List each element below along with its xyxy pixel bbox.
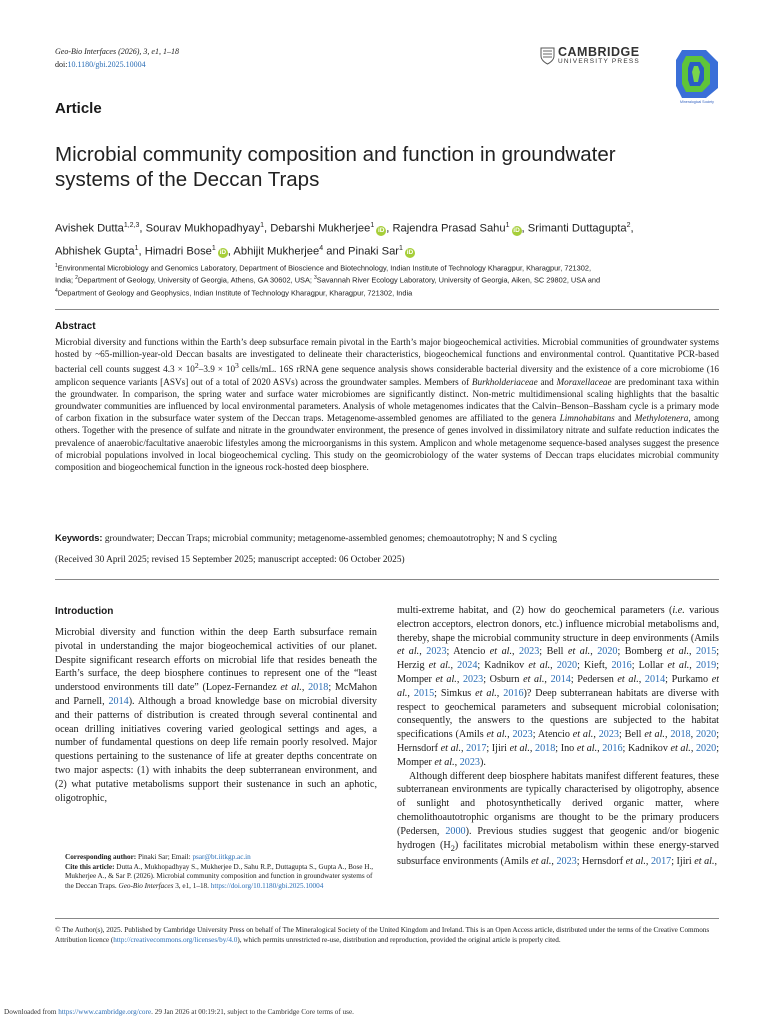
- citation-link[interactable]: 2019: [695, 660, 717, 672]
- corr-label: Corresponding author:: [65, 853, 137, 861]
- affiliation-marker: 2: [75, 275, 78, 282]
- text-run: ; Lollar: [631, 660, 668, 672]
- affiliation-text: Savannah River Ecology Laboratory, University of Georgia, Aiken, SC 29802, USA and: [316, 275, 601, 285]
- affiliation-line: [55, 261, 720, 273]
- text-run: Microbial diversity and function within the deep Earth subsurface remain pivotal in understanding the major biogeochemical activities of our planet. Despite significant research efforts on microbial life that resides beneath the Earth’s surface, the deep biosphere continues to represent one of the “least understood environments till date” (Lopez-Fernandez: [55, 627, 377, 694]
- text-run: ; Ijiri: [671, 856, 695, 868]
- doi-link[interactable]: 10.1180/gbi.2025.10004: [67, 60, 146, 69]
- author-affil-marker: 1: [260, 222, 264, 229]
- abstract-text: [55, 336, 719, 473]
- cite-journal: Geo-Bio Interfaces: [118, 881, 174, 890]
- affiliation-marker: 1: [55, 263, 58, 269]
- taxon-name: Methylotenera: [634, 413, 689, 424]
- citation-link[interactable]: 2016: [602, 742, 623, 754]
- text-run: et al.: [667, 660, 690, 672]
- text-run: et al.: [617, 673, 639, 685]
- author-affil-marker: 1: [134, 244, 139, 252]
- affiliation-text: Department of Geology, University of Georgia, Athens, GA 30602, USA;: [77, 275, 314, 285]
- affiliation-line: [55, 273, 720, 285]
- affiliation-line: [55, 286, 720, 298]
- citation-link[interactable]: 2017: [650, 856, 672, 868]
- cite-label: Cite this article:: [65, 862, 115, 871]
- citation-link[interactable]: 2023: [462, 673, 484, 685]
- author-affil-marker: 1: [370, 222, 375, 229]
- keywords-text: groundwater; Deccan Traps; microbial community; metagenome-assembled genomes; chemoautotrophy; N and S cycling: [102, 534, 557, 544]
- text-run: ; Pedersen: [570, 673, 618, 685]
- author-name[interactable]: Sourav Mukhopadhyay: [145, 222, 261, 235]
- citation-link[interactable]: 2020: [556, 660, 578, 672]
- text-run: ; Ino: [555, 742, 577, 754]
- cite-text: Dutta A., Mukhopadhyay S., Mukherjee D., Sahu R.P., Duttagupta S., Gupta A., Bose H., Mukherjee A., & Sar P. (2026). Microbial community composition and function in groundwater systems of the Deccan Traps.: [65, 862, 374, 890]
- citation-link[interactable]: 2023: [519, 646, 540, 658]
- publisher-line2: UNIVERSITY PRESS: [558, 58, 640, 65]
- author-affil-marker: 1: [399, 244, 403, 252]
- text-run: et al.: [475, 687, 497, 699]
- author-list: [55, 216, 735, 261]
- cite-url-link[interactable]: https://doi.org/10.1180/gbi.2025.10004: [210, 881, 324, 890]
- title-line-2: systems of the Deccan Traps: [55, 168, 320, 191]
- intro-paragraph: Although different deep biosphere habitats manifest different features, these subterranean environments are typically characterised by oligotrophy, absence of sunlight and photosynthetically derived organic matter, where chemolithoautotrophic organisms are thought to be the primary producers (Pedersen, 2000). Previous studies suggest that geogenic and/or biogenic hydrogen $(H_2)$ facilitates microbial metabolism within these energy-starved subsurface environments (Amils et al., 2023; Hernsdorf et al., 2017; Ijiri et al.,: [397, 770, 719, 868]
- cambridge-shield-icon: [540, 47, 555, 65]
- citation-link[interactable]: 2023: [459, 756, 480, 768]
- author-name[interactable]: Himadri Bose: [144, 245, 212, 258]
- text-run: ; Ijiri: [486, 742, 510, 754]
- text-run: et al.: [486, 729, 508, 741]
- affiliation-marker: 3: [314, 275, 317, 282]
- correspondence-block: [65, 853, 379, 891]
- text-run: et al.: [666, 646, 689, 658]
- text-run: ; Kieft,: [577, 660, 612, 672]
- citation-link[interactable]: 2023: [512, 729, 533, 741]
- citation-link[interactable]: 2020: [695, 742, 717, 754]
- text-run: et al.: [644, 729, 665, 741]
- text-run: ; Bell: [618, 729, 645, 741]
- citation-link[interactable]: 2016: [611, 660, 632, 672]
- abstract-part: cells/mL. 16S rRNA gene sequence analysis shows considerable bacterial diversity and the existence of a core microbiome (16 amplicon sequence variants [ASVs] out of a total of 2020 ASVs) across the groundwater samples. Members of: [55, 364, 720, 387]
- text-run: ) facilitates microbial metabolism within these energy-starved subsurface environments (Amils: [397, 839, 719, 868]
- author-name[interactable]: Avishek Dutta: [55, 222, 124, 235]
- keywords-label: Keywords:: [55, 533, 103, 543]
- citation-link[interactable]: 2014: [644, 673, 666, 685]
- text-run: et al.: [694, 856, 715, 868]
- keywords: [55, 532, 719, 545]
- author-name[interactable]: Abhijit Mukherjee: [233, 245, 320, 258]
- author-name[interactable]: Debarshi Mukherjee: [270, 222, 371, 235]
- text-run: et al.: [670, 742, 691, 754]
- journal-line: Geo-Bio Interfaces (2026), 3, e1, 1–18: [55, 47, 179, 56]
- abstract-part: and: [614, 413, 635, 424]
- mineralogical-society-logo: [672, 46, 722, 108]
- text-run: ; Bell: [539, 646, 568, 658]
- citation-link[interactable]: 2020: [597, 646, 618, 658]
- abstract-part: are predominant taxa within the groundwater. In comparison, the spring water and surface water microbiomes are significantly distinct. Non-metric multidimensional scaling highlights that the basaltic groundwater communities are influenced by local environmental parameters. Analysis of whole metagenomes indicates that the Calvin–Benson–Bassham cycle is a primary mode of carbon fixation in the subsurface water system of the Deccan traps. Metagenome-assembled genomes are affiliated to the genera: [55, 376, 720, 424]
- abstract-exponent: 3: [235, 361, 239, 371]
- author-affil-marker: 1: [505, 222, 510, 229]
- author-name[interactable]: Pinaki Sar: [348, 245, 400, 258]
- text-run: et al.: [572, 729, 594, 741]
- text-run: et al.: [440, 742, 461, 754]
- citation-link[interactable]: 2018: [670, 729, 691, 741]
- subscript: 2: [450, 842, 455, 853]
- page-title: [55, 142, 735, 192]
- corr-name: Pinaki Sar; Email:: [136, 853, 193, 861]
- divider: [55, 579, 719, 580]
- text-run: ; Hernsdorf: [576, 856, 626, 868]
- divider: [55, 309, 719, 310]
- text-run: ; Simkus: [434, 687, 476, 699]
- society-name: Mineralogical Society: [680, 100, 714, 104]
- text-run: et al.: [435, 673, 457, 685]
- text-run: et al.: [528, 660, 551, 672]
- text-run: )? Deep subterranean habitats are diverse with respect to geochemical parameters and subsequent microbial colonisation; consequently, the answers to the questions are subjected to the habitat specifications (Amils: [397, 687, 719, 741]
- doi-line: [55, 60, 146, 70]
- author-affil-marker: 2: [626, 222, 631, 229]
- license-link[interactable]: http://creativecommons.org/licenses/by/4.0: [113, 936, 238, 945]
- doi-prefix: doi:: [55, 60, 68, 69]
- abstract-heading: Abstract: [55, 321, 96, 332]
- text-run: ).: [479, 756, 486, 768]
- text-run: et al.: [509, 742, 530, 754]
- corresponding-author: [65, 853, 379, 863]
- author-affil-marker: 4: [319, 244, 324, 252]
- author-line-2: Abhishek Gupta$^1$, Himadri Bose$^1$iD , Abhijit Mukherjee$^4$ and Pinaki Sar$^1$iD: [55, 244, 414, 258]
- text-run: et al.: [428, 660, 451, 672]
- text-run: et al.: [625, 856, 646, 868]
- intro-right-column: [397, 604, 719, 902]
- text-run: ,: [714, 856, 718, 868]
- text-run: ; Hernsdorf: [397, 729, 719, 754]
- text-run: i.e.: [672, 605, 685, 616]
- text-run: et al.: [531, 856, 552, 868]
- cite-this-article: [65, 863, 379, 892]
- text-run: et al.: [434, 756, 455, 768]
- text-run: et al.: [576, 742, 598, 754]
- text-run: multi-extreme habitat, and (2) how do geochemical parameters (: [397, 605, 673, 616]
- footer-text: . 29 Jan 2026 at 00:19:21, subject to the Cambridge Core terms of use.: [151, 1008, 354, 1016]
- orcid-icon[interactable]: iD: [219, 249, 227, 257]
- author-name[interactable]: Abhishek Gupta: [55, 245, 135, 258]
- citation-link[interactable]: 2016: [503, 687, 524, 699]
- text-run: et al.: [567, 646, 591, 658]
- divider: [55, 918, 719, 919]
- text-run: ). Previous studies suggest that geogenic and/or biogenic hydrogen (H: [397, 825, 719, 851]
- citation-link[interactable]: 2020: [695, 729, 717, 741]
- text-run: ; Momper: [397, 742, 719, 768]
- text-run: et al.: [397, 646, 420, 658]
- text-run: ; Kadnikov: [622, 742, 671, 754]
- text-run: ; Purkamo: [665, 673, 712, 685]
- orcid-icon[interactable]: iD: [513, 226, 520, 234]
- abstract-part: and: [537, 376, 557, 387]
- affiliation-text: Department of Geology and Geophysics, Indian Institute of Technology Kharagpur, Kharagpur, 721302, India: [57, 288, 413, 298]
- footer-link[interactable]: https://www.cambridge.org/core: [58, 1008, 152, 1016]
- affiliation-marker: 4: [55, 287, 58, 294]
- orcid-icon[interactable]: iD: [406, 249, 414, 257]
- text-run: et al.: [523, 673, 545, 685]
- text-run: Although different deep biosphere habitats manifest different features, these subterranean environments are typically characterised by oligotrophy, absence of sunlight and photosynthetically derived organic matter, where chemolithoautotrophic organisms are thought to be the primary producers (Pedersen,: [397, 770, 719, 837]
- citation-link[interactable]: 2018: [535, 742, 556, 754]
- text-run: ). Although a broad knowledge base on microbial diversity and their patterns of distribution is created through several continental and ocean drilling initiatives covering varied geological settings and ages, a number of fundamental questions on deep life remain poorly resolved. Major questions pertaining to the sustenance of life at greater depths concentrate on two major aspects: (1) with inhabits the deep subterranean environment, and (2) what putative metabolisms support their sustenance in such an aphotic, oligotrophic,: [55, 695, 377, 804]
- abstract-exponent: 2: [194, 361, 199, 371]
- author-affil-marker: 1,2,3: [123, 222, 140, 229]
- citation-link[interactable]: 2018: [308, 682, 329, 694]
- author-line-1: Avishek Dutta$^{1,2,3}$, Sourav Mukhopadhyay$^1$, Debarshi Mukherjee$^1$iD , Rajendra Prasad Sahu$^1$iD , Srimanti Duttagupta$^2$,: [55, 222, 634, 235]
- author-name[interactable]: Rajendra Prasad Sahu: [392, 222, 506, 235]
- cite-end: 3, e1, 1–18.: [173, 881, 209, 890]
- citation-link[interactable]: 2015: [413, 687, 435, 699]
- text-run: et al.: [397, 673, 719, 699]
- citation-link[interactable]: 2017: [466, 742, 487, 754]
- abstract-part: , among others. Together with the presence of sulfate and nitrate in the groundwater environment, the presence of genes involved in dissimilatory nitrate and sulfate reduction indicates the prevalence of anaerobic/facultative anaerobic lifestyles among the microorganisms in this system. Amplicon and whole metagenome sequence-based analyses suggest the presence of microbial populations involved in local biogeochemical cycling. This study on the geomicrobiology of the water systems of Deccan traps elucidates microbial community composition and biogeochemical function in the igneous rock-hosted deep biosphere.: [55, 413, 720, 473]
- author-name[interactable]: Srimanti Duttagupta: [527, 222, 627, 235]
- text-run: ; Herzig: [397, 646, 719, 672]
- citation-link[interactable]: 2023: [426, 646, 447, 658]
- abstract-part: –3.9 × 10: [198, 364, 236, 375]
- citation-link[interactable]: 2015: [696, 646, 717, 658]
- text-run: ; Bomberg: [617, 646, 667, 658]
- text-run: various electron acceptors, electron donors, etc.) influence microbial metabolisms and, thereby, shape the microbial community structure in deep environments (Amils: [397, 605, 719, 644]
- affiliation-text: Environmental Microbiology and Genomics Laboratory, Department of Bioscience and Biotechnology, Indian Institute of Technology Kharagpur, Kharagpur, 721302,: [57, 263, 592, 273]
- intro-left-column: Microbial diversity and function within the deep Earth subsurface remain pivotal in understanding the major biogeochemical activities of our planet. Despite significant research efforts on microbial life that resides beneath the Earth’s surface, the deep biosphere continues to represent one of the “least understood environments till date” (Lopez-Fernandez et al., 2018; McMahon and Parnell, 2014). Although a broad knowledge base on microbial diversity and their patterns of distribution is created through several continental and ocean drilling initiatives covering varied geological settings and ages, a number of fundamental questions on deep life remain poorly resolved. Major questions pertaining to the sustenance of life at greater depths concentrate on two major aspects: (1) with inhabits the deep subterranean environment, and (2) what putative metabolisms support their sustenance in such an aphotic, oligotrophic,: [55, 627, 377, 804]
- text-run: ; Atencio: [446, 646, 490, 658]
- footer-text: Downloaded from: [4, 1008, 59, 1016]
- text-run: ; Atencio: [532, 729, 573, 741]
- journal-citation-line: [55, 47, 179, 57]
- citation-link[interactable]: 2023: [598, 729, 619, 741]
- text-run: ; Osburn: [483, 673, 524, 685]
- text-run: et al.: [489, 646, 513, 658]
- introduction-heading: Introduction: [55, 606, 114, 617]
- affiliation-text: India;: [55, 275, 76, 285]
- article-type: Article: [55, 100, 102, 117]
- received-dates: (Received 30 April 2025; revised 15 September 2025; manuscript accepted: 06 October 2025): [55, 555, 405, 565]
- author-conjunction: and: [326, 245, 345, 258]
- citation-link[interactable]: 2023: [556, 856, 577, 868]
- citation-link[interactable]: 2014: [550, 673, 571, 685]
- copyright-text: ), which permits unrestricted re-use, distribution and reproduction, provided the original article is properly cited.: [237, 936, 561, 945]
- text-run: ; Kadnikov: [477, 660, 529, 672]
- text-run: ; McMahon and Parnell,: [55, 682, 377, 707]
- taxon-name: Burkholderiaceae: [471, 376, 538, 387]
- orcid-icon[interactable]: iD: [377, 226, 385, 234]
- cambridge-logo: [540, 46, 665, 68]
- citation-link[interactable]: 2024: [457, 660, 478, 672]
- affiliations: [55, 261, 720, 298]
- copyright-notice: [55, 925, 719, 945]
- corr-email-link[interactable]: psar@bt.iitkgp.ac.in: [192, 853, 251, 861]
- title-line-1: Microbial community composition and function in groundwater: [55, 143, 616, 166]
- citation-link[interactable]: 2014: [108, 695, 129, 707]
- author-affil-marker: 1: [211, 244, 216, 252]
- taxon-name: Limnohabitans: [559, 413, 615, 424]
- abstract-part: Microbial diversity and functions within the Earth’s deep subsurface remain pivotal in the Earth’s major biogeochemical activities. Microbial communities of groundwater systems hosted by ~65-million-year-old Deccan basalts are investigated to delineate their characteristics, biogeochemical functions and environmental control. Quantitative PCR-based bacterial cell counts suggest 4.3 × 10: [55, 337, 719, 375]
- intro-paragraph: multi-extreme habitat, and (2) how do geochemical parameters (i.e. various electron acceptors, electron donors, etc.) influence microbial metabolisms and, thereby, shape the microbial community structure in deep environments (Amils et al., 2023; Atencio et al., 2023; Bell et al., 2020; Bomberg et al., 2015; Herzig et al., 2024; Kadnikov et al., 2020; Kieft, 2016; Lollar et al., 2019; Momper et al., 2023; Osburn et al., 2014; Pedersen et al., 2014; Purkamo et al., 2015; Simkus et al., 2016)? Deep subterranean habitats are diverse with respect to geochemical parameters and subsequent microbial colonisation; consequently, the answers to the questions are subjected to the habitat specifications (Amils et al., 2023; Atencio et al., 2023; Bell et al., 2018, 2020; Hernsdorf et al., 2017; Ijiri et al., 2018; Ino et al., 2016; Kadnikov et al., 2020; Momper et al., 2023).: [397, 605, 719, 768]
- crystal-icon: [672, 46, 722, 100]
- text-run: ; Momper: [397, 660, 719, 685]
- download-footer: [4, 1008, 354, 1016]
- taxon-name: Moraxellaceae: [556, 376, 612, 387]
- copyright-text: © The Author(s), 2025. Published by Cambridge University Press on behalf of The Mineralogical Society of the United Kingdom and Ireland. This is an Open Access article, distributed under the terms of the Creative Commons Attribution licence (: [55, 926, 710, 945]
- citation-link[interactable]: 2000: [445, 825, 466, 837]
- text-run: et al.: [280, 682, 302, 694]
- publisher-line1: CAMBRIDGE: [558, 45, 640, 59]
